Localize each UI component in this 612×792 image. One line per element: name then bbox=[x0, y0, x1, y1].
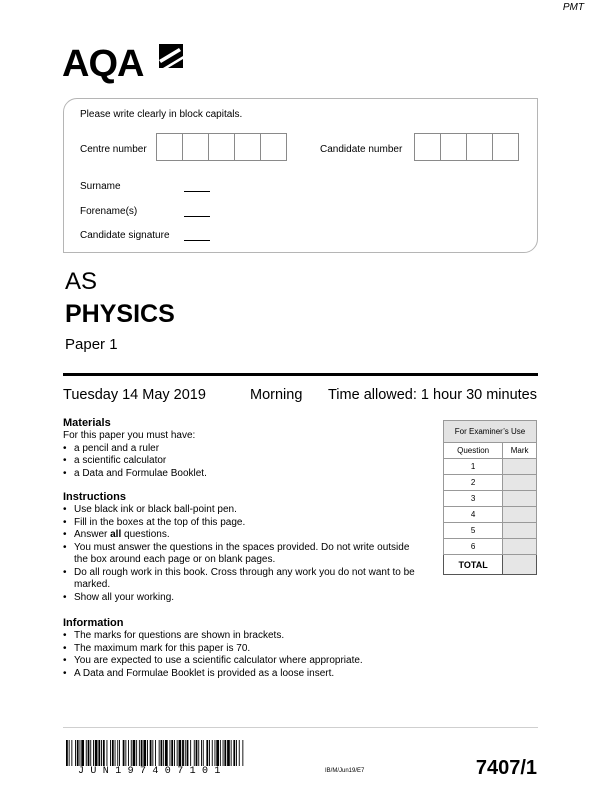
question-number: 3 bbox=[444, 491, 503, 507]
information-heading: Information bbox=[63, 617, 124, 629]
table-row bbox=[444, 475, 537, 491]
centre-number-box[interactable] bbox=[156, 133, 183, 161]
table-row bbox=[444, 459, 537, 475]
barcode-bar bbox=[179, 740, 182, 766]
mark-cell[interactable] bbox=[503, 475, 537, 491]
barcode-bar bbox=[150, 740, 152, 766]
centre-number-box[interactable] bbox=[260, 133, 287, 161]
barcode-bar bbox=[236, 740, 237, 766]
barcode-bar bbox=[161, 740, 163, 766]
instructions-list bbox=[63, 504, 423, 604]
list-item: • Do all rough work in this book. Cross through any work you do not want to be marked. bbox=[63, 567, 423, 592]
materials-list bbox=[63, 443, 423, 481]
corner-mark: PMT bbox=[562, 2, 584, 13]
surname-label: Surname bbox=[80, 181, 121, 192]
barcode-bar bbox=[101, 740, 102, 766]
list-item: • a Data and Formulae Booklet. bbox=[63, 468, 423, 481]
centre-number-box[interactable] bbox=[182, 133, 209, 161]
question-number: 5 bbox=[444, 523, 503, 539]
barcode-bar bbox=[177, 740, 178, 766]
barcode-bar bbox=[206, 740, 208, 766]
materials-heading: Materials bbox=[63, 417, 111, 429]
barcode-bar bbox=[141, 740, 143, 766]
barcode-bar bbox=[131, 740, 132, 766]
centre-number-label: Centre number bbox=[80, 144, 147, 155]
materials-intro: For this paper you must have: bbox=[63, 430, 196, 441]
surname-field[interactable] bbox=[184, 191, 210, 192]
list-item: • Fill in the boxes at the top of this page. bbox=[63, 517, 423, 530]
signature-field[interactable] bbox=[184, 240, 210, 241]
barcode-bar bbox=[215, 740, 216, 766]
total-label: TOTAL bbox=[444, 555, 503, 575]
barcode-bar bbox=[185, 740, 186, 766]
barcode-bar bbox=[187, 740, 189, 766]
candidate-number-box[interactable] bbox=[414, 133, 441, 161]
barcode-bar bbox=[194, 740, 195, 766]
barcode-bar bbox=[128, 740, 129, 766]
question-number: 6 bbox=[444, 539, 503, 555]
list-item: • Show all your working. bbox=[63, 592, 423, 605]
emphasis-text: all bbox=[110, 529, 122, 540]
candidate-number-box[interactable] bbox=[466, 133, 493, 161]
centre-number-box[interactable] bbox=[208, 133, 235, 161]
barcode-bar bbox=[136, 740, 137, 766]
barcode-bar bbox=[133, 740, 136, 766]
paper-title: Paper 1 bbox=[65, 336, 118, 353]
barcode-bar bbox=[152, 740, 153, 766]
barcode-bar bbox=[107, 740, 108, 766]
list-item: • You must answer the questions in the spaces provided. Do not write outside the box around each page or on blank pages. bbox=[63, 542, 423, 567]
aqa-logo bbox=[62, 42, 192, 88]
examiner-use-table bbox=[443, 420, 537, 575]
barcode-bar bbox=[123, 740, 125, 766]
question-number: 1 bbox=[444, 459, 503, 475]
information-list bbox=[63, 630, 423, 680]
barcode-bar bbox=[239, 740, 240, 766]
barcode-bar bbox=[212, 740, 213, 766]
barcode-bar bbox=[88, 740, 90, 766]
barcode-bar bbox=[163, 740, 164, 766]
barcode-bar bbox=[242, 740, 243, 766]
question-number: 2 bbox=[444, 475, 503, 491]
candidate-number-label: Candidate number bbox=[320, 144, 403, 155]
barcode-bar bbox=[71, 740, 72, 766]
barcode-bar bbox=[81, 740, 84, 766]
candidate-details-box bbox=[63, 98, 538, 253]
barcode-bar bbox=[77, 740, 79, 766]
examiner-table-title: For Examiner’s Use bbox=[444, 421, 537, 443]
list-item: • You are expected to use a scientific calculator where appropriate. bbox=[63, 655, 423, 668]
list-item: • a pencil and a ruler bbox=[63, 443, 423, 456]
barcode-bar bbox=[165, 740, 168, 766]
barcode-bar bbox=[227, 740, 230, 766]
list-item: • The maximum mark for this paper is 70. bbox=[63, 643, 423, 656]
signature-label: Candidate signature bbox=[80, 230, 170, 241]
centre-number-boxes bbox=[157, 133, 287, 161]
time-allowed: Time allowed: 1 hour 30 minutes bbox=[327, 387, 537, 403]
barcode-bar bbox=[190, 740, 191, 766]
barcode-bar bbox=[201, 740, 202, 766]
barcode-bar bbox=[224, 740, 226, 766]
exam-date: Tuesday 14 May 2019 bbox=[63, 387, 206, 403]
list-item: • a scientific calculator bbox=[63, 455, 423, 468]
table-row bbox=[444, 539, 537, 555]
table-row bbox=[444, 507, 537, 523]
total-row bbox=[444, 555, 537, 575]
barcode-bar bbox=[170, 740, 171, 766]
barcode-bar bbox=[216, 740, 219, 766]
barcode-bar bbox=[112, 740, 114, 766]
list-item: • The marks for questions are shown in brackets. bbox=[63, 630, 423, 643]
question-number: 4 bbox=[444, 507, 503, 523]
list-item-text: questions. bbox=[121, 529, 170, 540]
materials-section bbox=[63, 417, 423, 480]
barcode-bar bbox=[171, 740, 173, 766]
barcode-bar bbox=[125, 740, 126, 766]
barcode-bar bbox=[90, 740, 91, 766]
barcode-bar bbox=[209, 740, 210, 766]
logo-flag-icon bbox=[157, 42, 185, 70]
information-section bbox=[63, 617, 423, 680]
document-reference: IB/M/Jun19/E7 bbox=[325, 768, 365, 774]
total-mark-cell[interactable] bbox=[503, 555, 537, 575]
instructions-heading: Instructions bbox=[63, 491, 126, 503]
table-row bbox=[444, 491, 537, 507]
barcode-bar bbox=[86, 740, 87, 766]
instructions-section bbox=[63, 491, 423, 604]
footer-divider bbox=[63, 727, 538, 728]
barcode-bar bbox=[69, 740, 70, 766]
mark-column-header: Mark bbox=[503, 443, 537, 459]
barcode-bar bbox=[220, 740, 221, 766]
list-item: • A Data and Formulae Booklet is provided as a loose insert. bbox=[63, 668, 423, 681]
question-column-header: Question bbox=[444, 443, 503, 459]
list-item-text: Answer bbox=[74, 529, 111, 540]
forename-field[interactable] bbox=[184, 216, 210, 217]
barcode-bar bbox=[93, 740, 94, 766]
mark-cell[interactable] bbox=[503, 491, 537, 507]
barcode-bar bbox=[66, 740, 68, 766]
barcode-bar bbox=[80, 740, 81, 766]
barcode bbox=[66, 740, 244, 766]
barcode-bar bbox=[155, 740, 156, 766]
mark-cell[interactable] bbox=[503, 539, 537, 555]
title-divider bbox=[63, 373, 538, 376]
barcode-bar bbox=[174, 740, 175, 766]
exam-session: Morning bbox=[250, 387, 303, 403]
barcode-bar bbox=[119, 740, 120, 766]
mark-cell[interactable] bbox=[503, 459, 537, 475]
barcode-bar bbox=[98, 740, 100, 766]
barcode-bar bbox=[117, 740, 118, 766]
barcode-bar bbox=[233, 740, 235, 766]
candidate-number-box[interactable] bbox=[492, 133, 519, 161]
barcode-bar bbox=[196, 740, 198, 766]
candidate-number-box[interactable] bbox=[440, 133, 467, 161]
barcode-bar bbox=[143, 740, 146, 766]
list-item: • Use black ink or black ball-point pen. bbox=[63, 504, 423, 517]
logo-text: AQA bbox=[62, 43, 144, 85]
barcode-bar bbox=[95, 740, 98, 766]
subject-title: PHYSICS bbox=[65, 300, 175, 328]
block-capitals-instruction: Please write clearly in block capitals. bbox=[80, 109, 243, 120]
paper-code: 7407/1 bbox=[475, 757, 537, 779]
barcode-bar bbox=[103, 740, 105, 766]
barcode-bar bbox=[203, 740, 204, 766]
barcode-bar bbox=[147, 740, 148, 766]
forename-label: Forename(s) bbox=[80, 206, 138, 217]
list-item bbox=[63, 529, 423, 542]
barcode-text: JUN197407101 bbox=[78, 766, 227, 777]
barcode-bar bbox=[159, 740, 160, 766]
mark-cell[interactable] bbox=[503, 507, 537, 523]
qualification-level: AS bbox=[65, 268, 98, 295]
barcode-bar bbox=[115, 740, 116, 766]
barcode-bar bbox=[198, 740, 199, 766]
barcode-bar bbox=[75, 740, 76, 766]
table-row bbox=[444, 523, 537, 539]
barcode-bar bbox=[139, 740, 140, 766]
barcode-bar bbox=[223, 740, 224, 766]
candidate-number-boxes bbox=[415, 133, 519, 161]
mark-cell[interactable] bbox=[503, 523, 537, 539]
centre-number-box[interactable] bbox=[234, 133, 261, 161]
barcode-bar bbox=[231, 740, 232, 766]
barcode-bar bbox=[110, 740, 111, 766]
barcode-bar bbox=[182, 740, 184, 766]
